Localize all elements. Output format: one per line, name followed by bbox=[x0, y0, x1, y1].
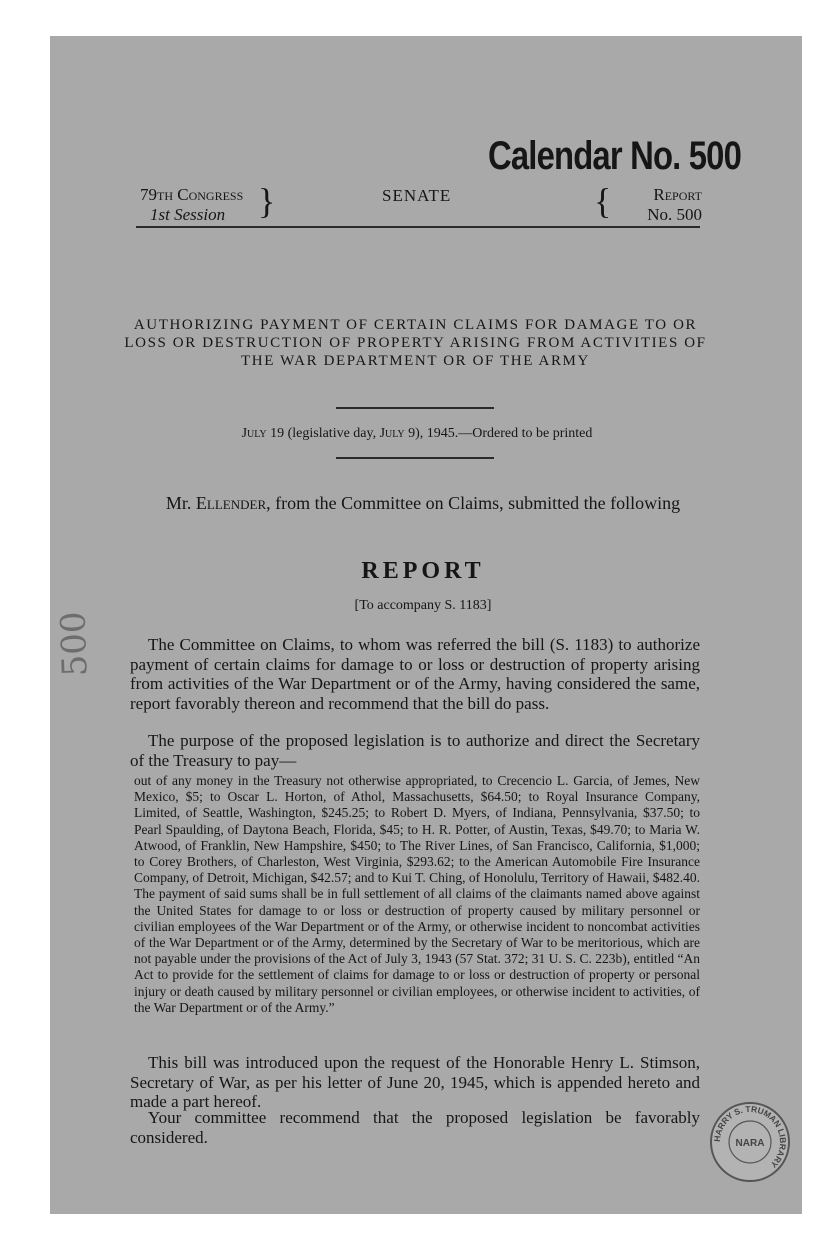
rule bbox=[336, 457, 494, 459]
chamber: SENATE bbox=[382, 186, 452, 205]
calendar-number: Calendar No. 500 bbox=[488, 134, 742, 178]
paragraph-recommendation: Your committee recommend that the proposed legislation be favorably considered. bbox=[130, 1108, 700, 1147]
brace-right: } bbox=[258, 181, 276, 221]
paragraph-purpose: The purpose of the proposed legislation is to authorize and direct the Secretary of the Treasury to pay— bbox=[130, 731, 700, 770]
report-number bbox=[636, 185, 702, 225]
quoted-bill-text: out of any money in the Treasury not otherwise appropriated, to Crecencio L. Garcia, of Jemes, New Mexico, $5; to Oscar L. Horton, of Athol, Massachusetts, $64.50; to Royal Insurance Company, Limited, of Seattle, Washington, $245.25; to Robert D. Myers, of Indiana, Pennsylvania, $37.50; to Pearl Spaulding, of Daytona Beach, Florida, $45; to H. R. Potter, of Austin, Texas, $49.70; to Maria W. Atwood, of Franklin, New Hampshire, $450; to The River Lines, of San Francisco, California, $1,000; to Corey Brothers, of Charleston, West Virginia, $293.62; to the American Automobile Fire Insurance Company, of Detroit, Michigan, $42.57; and to Kui T. Ching, of Honolulu, Territory of Hawaii, $482.40. The payment of said sums shall be in full settlement of all claims of the claimants named above against the United States for damage to or loss or destruction of property caused by military personnel or civilian employees of the War Department or of the Army, or otherwise incident to noncombat activities of the War Department or of the Army, determined by the Secretary of War to be meritorious, which are not payable under the provisions of the Act of July 3, 1943 (57 Stat. 372; 31 U. S. C. 223b), entitled “An Act to provide for the settlement of claims for damage to or loss or destruction of property or personal injury or death caused by military personnel or civilian employees, or otherwise incident to activities, of the War Department or of the Army.” bbox=[134, 773, 700, 1015]
brace-left: { bbox=[594, 181, 612, 221]
report-no: No. 500 bbox=[647, 205, 702, 224]
submission-line: Mr. Ellender, from the Committee on Claims, submitted the following bbox=[165, 493, 681, 513]
header-rule bbox=[136, 226, 700, 228]
paragraph-referral: The Committee on Claims, to whom was referred the bill (S. 1183) to authorize payment of certain claims for damage to or loss or destruction of property arising from activities of the War Department or of the Army, having considered the same, report favorably thereon and recommend that the bill do pass. bbox=[130, 635, 700, 713]
congress-session bbox=[140, 185, 243, 225]
library-stamp-icon bbox=[708, 1100, 792, 1184]
dateline: July 19 (legislative day, July 9), 1945.—Ordered to be printed bbox=[241, 426, 593, 441]
stamp-center-text: NARA bbox=[735, 1138, 765, 1149]
rule bbox=[336, 407, 494, 409]
report-title: AUTHORIZING PAYMENT OF CERTAIN CLAIMS FOR DAMAGE TO OR LOSS OR DESTRUCTION OF PROPERTY ARISING FROM ACTIVITIES OF THE WAR DEPARTMENT OR OF THE ARMY bbox=[124, 317, 707, 369]
congress: 79th Congress bbox=[140, 185, 244, 204]
report-label: Report bbox=[653, 185, 702, 204]
paragraph-introduction: This bill was introduced upon the request of the Honorable Henry L. Stimson, Secretary of War, as per his letter of June 20, 1945, which is appended hereto and made a part hereof. bbox=[130, 1053, 700, 1111]
accompany-line: [To accompany S. 1183] bbox=[354, 598, 492, 613]
stamp-ring-text: HARRY S. TRUMAN LIBRARY bbox=[711, 1103, 789, 1170]
report-heading: REPORT bbox=[361, 558, 485, 584]
handwritten-margin-note: 500 bbox=[53, 610, 96, 678]
session: 1st Session bbox=[150, 205, 226, 224]
